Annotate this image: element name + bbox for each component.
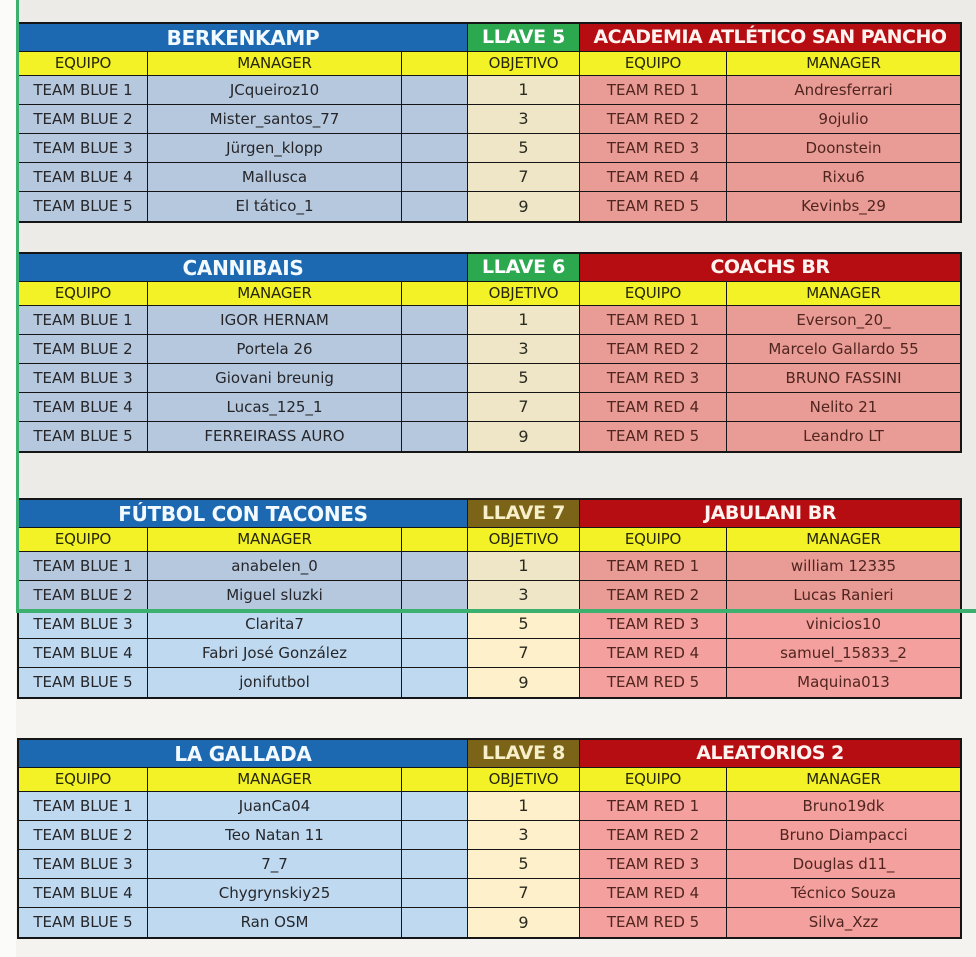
red-team-header[interactable]: COACHS BR: [580, 254, 960, 282]
cell-blue-equipo[interactable]: TEAM BLUE 3: [19, 364, 148, 393]
col-header-manager-red[interactable]: MANAGER: [727, 768, 960, 792]
cell-blank[interactable]: [402, 668, 468, 697]
cell-blue-manager[interactable]: Portela 26: [148, 335, 402, 364]
cell-blank[interactable]: [402, 792, 468, 821]
cell-blue-equipo[interactable]: TEAM BLUE 5: [19, 422, 148, 451]
cell-objetivo[interactable]: 7: [468, 639, 580, 668]
col-header-manager-blue[interactable]: MANAGER: [148, 768, 402, 792]
cell-blue-equipo[interactable]: TEAM BLUE 4: [19, 393, 148, 422]
cell-objetivo[interactable]: 9: [468, 192, 580, 221]
col-header-equipo-red[interactable]: EQUIPO: [580, 282, 727, 306]
cell-blank[interactable]: [402, 134, 468, 163]
cell-red-manager[interactable]: Douglas d11_: [727, 850, 960, 879]
cell-red-equipo[interactable]: TEAM RED 4: [580, 879, 727, 908]
col-header-manager-blue[interactable]: MANAGER: [148, 282, 402, 306]
col-header-manager-blue[interactable]: MANAGER: [148, 528, 402, 552]
col-header-equipo-red[interactable]: EQUIPO: [580, 52, 727, 76]
cell-objetivo[interactable]: 1: [468, 552, 580, 581]
col-header-blank[interactable]: [402, 528, 468, 552]
blue-team-header[interactable]: CANNIBAIS: [19, 254, 468, 282]
cell-blue-manager[interactable]: Teo Natan 11: [148, 821, 402, 850]
cell-red-manager[interactable]: Andresferrari: [727, 76, 960, 105]
cell-blank[interactable]: [402, 105, 468, 134]
cell-blue-equipo[interactable]: TEAM BLUE 2: [19, 335, 148, 364]
cell-red-manager[interactable]: Doonstein: [727, 134, 960, 163]
cell-blank[interactable]: [402, 192, 468, 221]
cell-red-equipo[interactable]: TEAM RED 3: [580, 134, 727, 163]
cell-red-manager[interactable]: Técnico Souza: [727, 879, 960, 908]
bracket-llave-8: [17, 738, 962, 939]
blue-team-header[interactable]: LA GALLADA: [19, 740, 468, 768]
cell-objetivo[interactable]: 1: [468, 76, 580, 105]
cell-blank[interactable]: [402, 879, 468, 908]
cell-red-equipo[interactable]: TEAM RED 2: [580, 105, 727, 134]
cell-red-manager[interactable]: william 12335: [727, 552, 960, 581]
col-header-equipo-red[interactable]: EQUIPO: [580, 768, 727, 792]
col-header-blank[interactable]: [402, 768, 468, 792]
llave-header[interactable]: LLAVE 6: [468, 254, 580, 282]
cell-blue-equipo[interactable]: TEAM BLUE 4: [19, 879, 148, 908]
cell-blue-manager[interactable]: Mallusca: [148, 163, 402, 192]
col-header-objetivo[interactable]: OBJETIVO: [468, 282, 580, 306]
blue-team-header[interactable]: BERKENKAMP: [19, 24, 468, 52]
cell-objetivo[interactable]: 5: [468, 134, 580, 163]
cell-red-equipo[interactable]: TEAM RED 3: [580, 364, 727, 393]
cell-blank[interactable]: [402, 552, 468, 581]
llave-header[interactable]: LLAVE 7: [468, 500, 580, 528]
col-header-manager-red[interactable]: MANAGER: [727, 52, 960, 76]
cell-objetivo[interactable]: 1: [468, 792, 580, 821]
cell-red-equipo[interactable]: TEAM RED 3: [580, 610, 727, 639]
col-header-equipo-blue[interactable]: EQUIPO: [19, 768, 148, 792]
col-header-objetivo[interactable]: OBJETIVO: [468, 768, 580, 792]
llave-header[interactable]: LLAVE 8: [468, 740, 580, 768]
cell-objetivo[interactable]: 9: [468, 908, 580, 937]
cell-blue-equipo[interactable]: TEAM BLUE 2: [19, 105, 148, 134]
cell-blue-manager[interactable]: FERREIRASS AURO: [148, 422, 402, 451]
bracket-llave-5: [17, 22, 962, 223]
cell-blank[interactable]: [402, 335, 468, 364]
cell-red-equipo[interactable]: TEAM RED 1: [580, 76, 727, 105]
cell-blank[interactable]: [402, 364, 468, 393]
cell-blank[interactable]: [402, 422, 468, 451]
cell-blue-equipo[interactable]: TEAM BLUE 5: [19, 908, 148, 937]
selection-border-horizontal: [16, 609, 976, 613]
cell-red-manager[interactable]: Everson_20_: [727, 306, 960, 335]
col-header-equipo-blue[interactable]: EQUIPO: [19, 282, 148, 306]
cell-blue-equipo[interactable]: TEAM BLUE 1: [19, 76, 148, 105]
col-header-objetivo[interactable]: OBJETIVO: [468, 52, 580, 76]
col-header-blank[interactable]: [402, 52, 468, 76]
cell-blue-manager[interactable]: 7_7: [148, 850, 402, 879]
cell-red-equipo[interactable]: TEAM RED 1: [580, 792, 727, 821]
cell-blue-manager[interactable]: Mister_santos_77: [148, 105, 402, 134]
cell-blue-equipo[interactable]: TEAM BLUE 4: [19, 639, 148, 668]
cell-blue-manager[interactable]: Clarita7: [148, 610, 402, 639]
cell-red-equipo[interactable]: TEAM RED 3: [580, 850, 727, 879]
cell-objetivo[interactable]: 3: [468, 105, 580, 134]
cell-blank[interactable]: [402, 850, 468, 879]
cell-red-equipo[interactable]: TEAM RED 5: [580, 668, 727, 697]
red-team-header[interactable]: ACADEMIA ATLÉTICO SAN PANCHO: [580, 24, 960, 52]
cell-blue-manager[interactable]: JuanCa04: [148, 792, 402, 821]
col-header-objetivo[interactable]: OBJETIVO: [468, 528, 580, 552]
cell-red-equipo[interactable]: TEAM RED 2: [580, 581, 727, 610]
red-team-header[interactable]: ALEATORIOS 2: [580, 740, 960, 768]
bracket-llave-7: [17, 498, 962, 699]
blue-team-header[interactable]: FÚTBOL CON TACONES: [19, 500, 468, 528]
red-team-header[interactable]: JABULANI BR: [580, 500, 960, 528]
cell-objetivo[interactable]: 7: [468, 393, 580, 422]
cell-red-manager[interactable]: samuel_15833_2: [727, 639, 960, 668]
cell-blue-manager[interactable]: Giovani breunig: [148, 364, 402, 393]
cell-red-manager[interactable]: Silva_Xzz: [727, 908, 960, 937]
cell-red-manager[interactable]: Nelito 21: [727, 393, 960, 422]
selection-border-vertical: [16, 0, 19, 613]
cell-red-manager[interactable]: BRUNO FASSINI: [727, 364, 960, 393]
left-gutter: [0, 0, 16, 957]
cell-red-manager[interactable]: Bruno19dk: [727, 792, 960, 821]
cell-blue-manager[interactable]: Miguel sluzki: [148, 581, 402, 610]
cell-blue-manager[interactable]: IGOR HERNAM: [148, 306, 402, 335]
cell-blue-equipo[interactable]: TEAM BLUE 3: [19, 610, 148, 639]
col-header-blank[interactable]: [402, 282, 468, 306]
cell-red-equipo[interactable]: TEAM RED 5: [580, 908, 727, 937]
cell-blank[interactable]: [402, 581, 468, 610]
cell-blue-equipo[interactable]: TEAM BLUE 2: [19, 581, 148, 610]
cell-blue-manager[interactable]: Lucas_125_1: [148, 393, 402, 422]
col-header-equipo-blue[interactable]: EQUIPO: [19, 528, 148, 552]
cell-red-manager[interactable]: Bruno Diampacci: [727, 821, 960, 850]
cell-blank[interactable]: [402, 908, 468, 937]
cell-blue-equipo[interactable]: TEAM BLUE 3: [19, 134, 148, 163]
cell-red-manager[interactable]: 9ojulio: [727, 105, 960, 134]
cell-objetivo[interactable]: 3: [468, 821, 580, 850]
cell-objetivo[interactable]: 9: [468, 422, 580, 451]
cell-blue-equipo[interactable]: TEAM BLUE 5: [19, 668, 148, 697]
cell-blue-manager[interactable]: Ran OSM: [148, 908, 402, 937]
cell-blue-equipo[interactable]: TEAM BLUE 3: [19, 850, 148, 879]
cell-red-manager[interactable]: Marcelo Gallardo 55: [727, 335, 960, 364]
cell-blank[interactable]: [402, 76, 468, 105]
cell-objetivo[interactable]: 7: [468, 163, 580, 192]
cell-blank[interactable]: [402, 306, 468, 335]
cell-red-manager[interactable]: Kevinbs_29: [727, 192, 960, 221]
cell-red-equipo[interactable]: TEAM RED 4: [580, 393, 727, 422]
cell-red-manager[interactable]: vinicios10: [727, 610, 960, 639]
bracket-llave-6: [17, 252, 962, 453]
cell-blue-equipo[interactable]: TEAM BLUE 1: [19, 552, 148, 581]
cell-objetivo[interactable]: 5: [468, 610, 580, 639]
cell-blue-manager[interactable]: anabelen_0: [148, 552, 402, 581]
cell-objetivo[interactable]: 9: [468, 668, 580, 697]
cell-blue-manager[interactable]: Fabri José González: [148, 639, 402, 668]
cell-blue-equipo[interactable]: TEAM BLUE 1: [19, 306, 148, 335]
cell-objetivo[interactable]: 1: [468, 306, 580, 335]
cell-red-equipo[interactable]: TEAM RED 4: [580, 163, 727, 192]
cell-objetivo[interactable]: 7: [468, 879, 580, 908]
cell-blue-manager[interactable]: Jürgen_klopp: [148, 134, 402, 163]
cell-blank[interactable]: [402, 610, 468, 639]
cell-blank[interactable]: [402, 639, 468, 668]
cell-objetivo[interactable]: 5: [468, 850, 580, 879]
cell-blue-manager[interactable]: El tático_1: [148, 192, 402, 221]
cell-red-equipo[interactable]: TEAM RED 5: [580, 192, 727, 221]
cell-objetivo[interactable]: 3: [468, 335, 580, 364]
cell-blank[interactable]: [402, 821, 468, 850]
cell-blue-equipo[interactable]: TEAM BLUE 4: [19, 163, 148, 192]
cell-red-equipo[interactable]: TEAM RED 5: [580, 422, 727, 451]
col-header-equipo-blue[interactable]: EQUIPO: [19, 52, 148, 76]
cell-red-manager[interactable]: Rixu6: [727, 163, 960, 192]
cell-red-manager[interactable]: Lucas Ranieri: [727, 581, 960, 610]
cell-red-equipo[interactable]: TEAM RED 4: [580, 639, 727, 668]
cell-blue-manager[interactable]: Chygrynskiy25: [148, 879, 402, 908]
cell-red-equipo[interactable]: TEAM RED 1: [580, 552, 727, 581]
cell-blue-equipo[interactable]: TEAM BLUE 1: [19, 792, 148, 821]
cell-blank[interactable]: [402, 393, 468, 422]
cell-red-equipo[interactable]: TEAM RED 2: [580, 821, 727, 850]
llave-header[interactable]: LLAVE 5: [468, 24, 580, 52]
cell-blue-equipo[interactable]: TEAM BLUE 2: [19, 821, 148, 850]
cell-blank[interactable]: [402, 163, 468, 192]
col-header-manager-red[interactable]: MANAGER: [727, 528, 960, 552]
cell-blue-manager[interactable]: jonifutbol: [148, 668, 402, 697]
cell-blue-manager[interactable]: JCqueiroz10: [148, 76, 402, 105]
col-header-manager-blue[interactable]: MANAGER: [148, 52, 402, 76]
cell-red-manager[interactable]: Leandro LT: [727, 422, 960, 451]
col-header-manager-red[interactable]: MANAGER: [727, 282, 960, 306]
col-header-equipo-red[interactable]: EQUIPO: [580, 528, 727, 552]
cell-objetivo[interactable]: 3: [468, 581, 580, 610]
cell-blue-equipo[interactable]: TEAM BLUE 5: [19, 192, 148, 221]
cell-red-equipo[interactable]: TEAM RED 1: [580, 306, 727, 335]
cell-red-manager[interactable]: Maquina013: [727, 668, 960, 697]
cell-objetivo[interactable]: 5: [468, 364, 580, 393]
cell-red-equipo[interactable]: TEAM RED 2: [580, 335, 727, 364]
